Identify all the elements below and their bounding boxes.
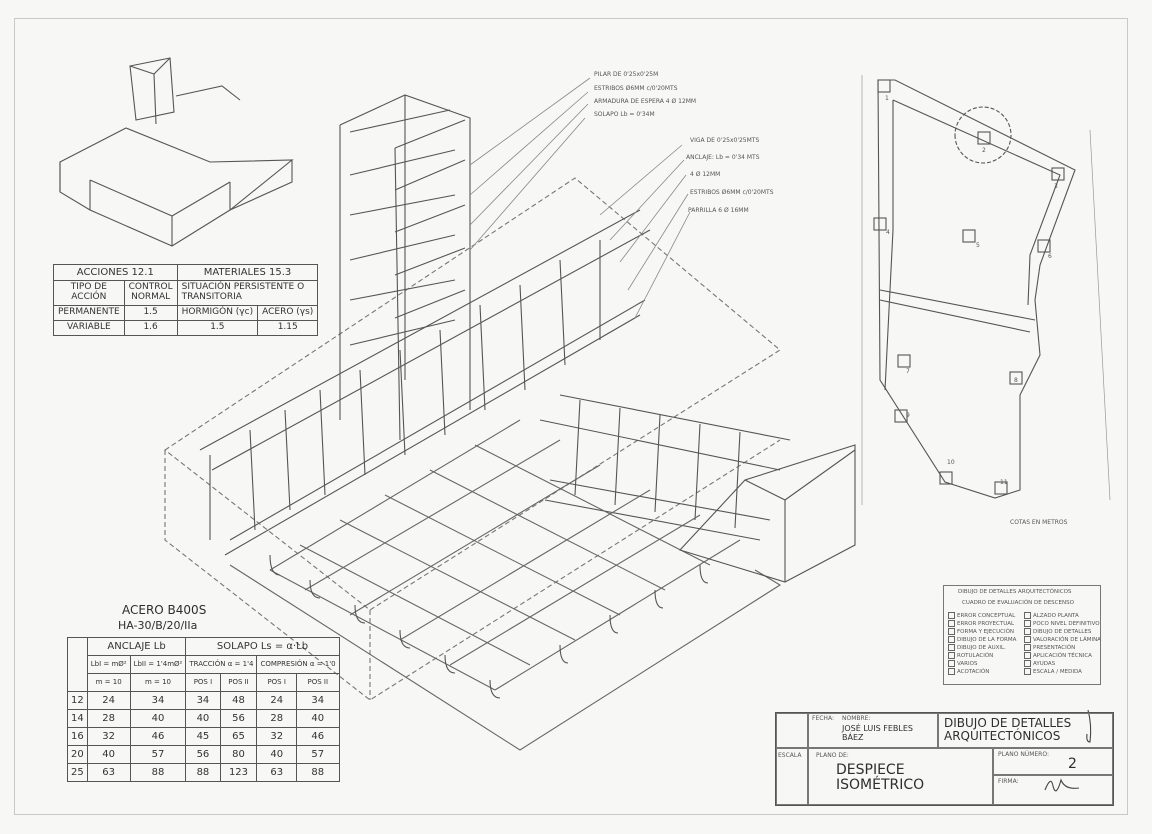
table-cell: 123 <box>220 764 257 782</box>
table-cell: 24 <box>87 692 130 710</box>
loads-permanent-label: PERMANENTE <box>54 305 125 320</box>
isometric-footing-sketch <box>60 58 292 246</box>
table-cell: 40 <box>130 710 186 728</box>
pos-header: POS II <box>220 674 257 692</box>
secondary-beam-cage <box>540 395 790 540</box>
loads-concrete: HORMIGÓN (γc) <box>177 305 257 320</box>
loads-permanent-value: 1.5 <box>124 305 177 320</box>
table-cell: 57 <box>130 746 186 764</box>
leader-lines <box>470 78 690 318</box>
plan-label-3: 3 <box>1054 183 1058 190</box>
plan-label: PLANO DE: <box>816 752 849 759</box>
table-cell: 40 <box>296 710 339 728</box>
legend-item: ACOTACIÓN <box>957 669 990 675</box>
loads-variable-value: 1.6 <box>124 320 177 335</box>
loads-action-type: TIPO DE ACCIÓN <box>54 281 125 306</box>
anchorage-table <box>67 637 340 782</box>
legend-item: FORMA Y EJECUCIÓN <box>957 629 1015 635</box>
table-cell: 28 <box>257 710 296 728</box>
course-title: DIBUJO DE DETALLES ARQUITECTÓNICOS <box>944 716 1072 744</box>
table-cell: 32 <box>87 728 130 746</box>
callout-anchorage: ANCLAJE: Lb = 0'34 MTS <box>686 154 760 161</box>
plan-title: DESPIECE ISOMÉTRICO <box>836 762 925 794</box>
legend-item: APLICACIÓN TÉCNICA <box>1033 653 1092 659</box>
table-cell: 46 <box>130 728 186 746</box>
table-cell: 34 <box>186 692 220 710</box>
legend-item: DIBUJO DE AUXIL. <box>957 645 1006 651</box>
callout-lap: SOLAPO Lb = 0'34M <box>594 111 655 118</box>
callout-beam: VIGA DE 0'25x0'25MTS <box>690 137 760 144</box>
table-cell: 56 <box>186 746 220 764</box>
table-cell: 34 <box>130 692 186 710</box>
legend-item: ERROR CONCEPTUAL <box>957 613 1016 619</box>
steel-grade: ACERO B400S <box>122 603 207 617</box>
table-row <box>68 710 340 728</box>
anchor-header: ANCLAJE Lb <box>87 638 186 656</box>
loads-table <box>53 264 318 336</box>
table-cell: 12 <box>68 692 88 710</box>
evaluation-legend <box>943 585 1101 685</box>
legend-title: DIBUJO DE DETALLES ARQUITECTÓNICOS <box>958 589 1072 595</box>
table-cell: 88 <box>130 764 186 782</box>
callout-pillar: PILAR DE 0'25x0'25M <box>594 71 659 78</box>
table-row <box>68 692 340 710</box>
traction-header: TRACCIÓN α = 1'4 <box>186 656 257 674</box>
table-row <box>68 728 340 746</box>
legend-subtitle: CUADRO DE EVALUACIÓN DE DESCENSO <box>962 600 1074 606</box>
plan-label-9: 9 <box>906 412 910 419</box>
legend-item: PRESENTACIÓN <box>1033 645 1076 651</box>
table-cell: 34 <box>296 692 339 710</box>
lbII-formula: LbII = 1'4mØ² <box>130 656 186 674</box>
legend-item: AYUDAS <box>1033 661 1056 667</box>
table-cell: 88 <box>296 764 339 782</box>
table-cell: 32 <box>257 728 296 746</box>
callout-beam-bars: 4 Ø 12MM <box>690 171 721 178</box>
pos-header: POS II <box>296 674 339 692</box>
legend-item: ERROR PROYECTUAL <box>957 621 1015 627</box>
compression-header: COMPRESIÓN α = 1'0 <box>257 656 339 674</box>
plan-label-4: 4 <box>886 229 890 236</box>
beam-end-block <box>680 445 855 582</box>
table-cell: 40 <box>186 710 220 728</box>
table-cell: 14 <box>68 710 88 728</box>
plan-label-10: 10 <box>947 459 955 466</box>
table-cell: 88 <box>186 764 220 782</box>
lbI-formula: LbI = mØ² <box>87 656 130 674</box>
legend-item: ROTULACIÓN <box>957 653 994 659</box>
plan-number-label: PLANO NÚMERO: <box>998 751 1049 758</box>
callout-starter-bars: ARMADURA DE ESPERA 4 Ø 12MM <box>594 98 697 105</box>
loads-steel-value: 1.15 <box>258 320 318 335</box>
loads-variable-label: VARIABLE <box>54 320 125 335</box>
legend-item: DIBUJO DE DETALLES <box>1033 629 1092 635</box>
pillar-cage <box>340 95 470 440</box>
callout-beam-stirrups: ESTRIBOS Ø6MM c/0'20MTS <box>690 189 774 196</box>
table-cell: 16 <box>68 728 88 746</box>
pos-header: POS I <box>186 674 220 692</box>
table-cell: 24 <box>257 692 296 710</box>
table-cell: 25 <box>68 764 88 782</box>
plan-label-5: 5 <box>976 242 980 249</box>
table-cell: 56 <box>220 710 257 728</box>
plan-label-7: 7 <box>906 368 910 375</box>
table-cell: 57 <box>296 746 339 764</box>
table-cell: 48 <box>220 692 257 710</box>
plan-label-1: 1 <box>885 95 889 102</box>
loads-concrete-value: 1.5 <box>177 320 257 335</box>
plan-units-note: COTAS EN METROS <box>1010 519 1068 526</box>
name-label: NOMBRE: <box>842 715 871 722</box>
m-value-2: m = 10 <box>130 674 186 692</box>
author-name: JOSÉ LUIS FEBLES BÁEZ <box>842 724 913 742</box>
legend-item: POCO NIVEL DEFINITIVO <box>1033 621 1100 627</box>
loads-control: CONTROL NORMAL <box>124 281 177 306</box>
plan-label-11: 11 <box>1000 479 1008 486</box>
table-cell: 20 <box>68 746 88 764</box>
signature-label: FIRMA: <box>998 778 1019 785</box>
table-cell: 80 <box>220 746 257 764</box>
legend-item: ALZADO PLANTA <box>1033 613 1079 619</box>
lap-header: SOLAPO Ls = α·Lb <box>186 638 339 656</box>
plan-label-2: 2 <box>982 147 986 154</box>
callout-grid: PARRILLA 6 Ø 16MM <box>688 207 749 214</box>
table-row <box>68 764 340 782</box>
table-cell: 63 <box>87 764 130 782</box>
table-cell: 65 <box>220 728 257 746</box>
table-cell: 40 <box>87 746 130 764</box>
loads-header-materials: MATERIALES 15.3 <box>177 265 318 281</box>
table-cell: 40 <box>257 746 296 764</box>
plan-label-8: 8 <box>1014 377 1018 384</box>
scale-label: ESCALA <box>778 752 802 759</box>
title-block <box>775 712 1114 806</box>
table-cell: 28 <box>87 710 130 728</box>
table-cell: 45 <box>186 728 220 746</box>
table-cell: 63 <box>257 764 296 782</box>
footing-slab-outline <box>165 178 780 700</box>
legend-item: VARIOS <box>957 661 978 667</box>
m-value-1: m = 10 <box>87 674 130 692</box>
loads-header-actions: ACCIONES 12.1 <box>54 265 178 281</box>
date-label: FECHA: <box>812 715 834 722</box>
plan-label-6: 6 <box>1048 253 1052 260</box>
legend-item: VALORACIÓN DE LÁMINA <box>1033 637 1101 643</box>
callout-pillar-stirrups: ESTRIBOS Ø6MM c/0'20MTS <box>594 85 678 92</box>
foundation-plan <box>862 75 1110 505</box>
table-row <box>68 746 340 764</box>
loads-situation: SITUACIÓN PERSISTENTE O TRANSITORIA <box>177 281 318 306</box>
concrete-spec: HA-30/B/20/IIa <box>118 619 198 632</box>
plan-number: 2 <box>1068 756 1077 772</box>
footing-mesh <box>270 420 740 690</box>
loads-steel: ACERO (γs) <box>258 305 318 320</box>
legend-item: ESCALA / MEDIDA <box>1033 669 1082 675</box>
legend-item: DIBUJO DE LA FORMA <box>957 637 1017 643</box>
table-cell: 46 <box>296 728 339 746</box>
pos-header: POS I <box>257 674 296 692</box>
